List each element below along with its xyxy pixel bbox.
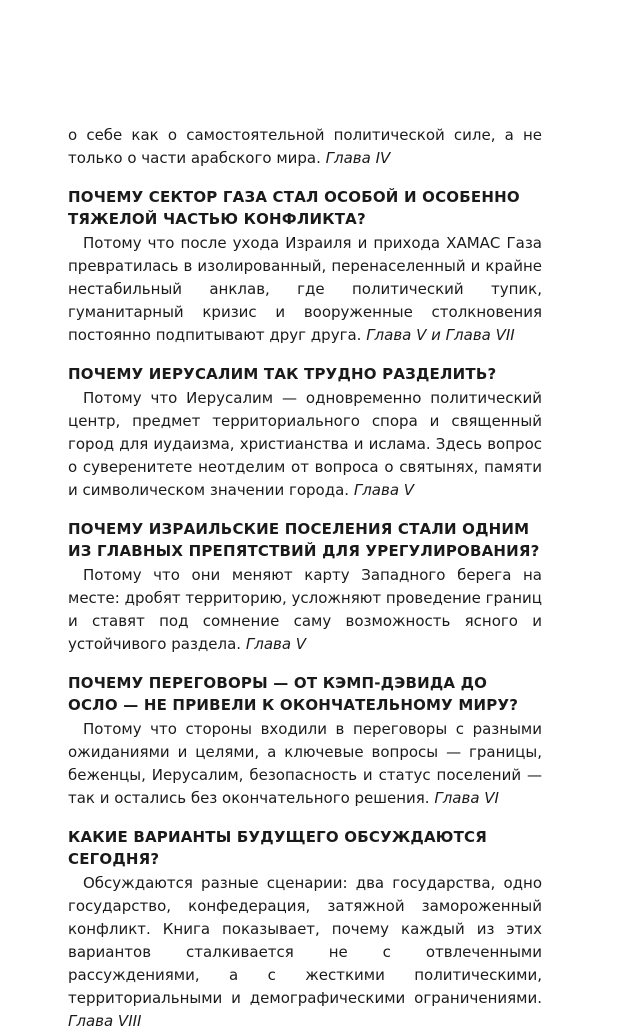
chapter-reference: Глава VIII [68, 1012, 142, 1030]
intro-text: о себе как о самостоятельной политической силе, а не только о части арабского мира. [68, 126, 542, 167]
question-heading: КАКИЕ ВАРИАНТЫ БУДУЩЕГО ОБСУЖДАЮТСЯ СЕГОДНЯ? [68, 828, 487, 868]
answer-paragraph [68, 872, 542, 1033]
chapter-reference: Глава IV [325, 149, 391, 167]
question-heading: ПОЧЕМУ ИЗРАИЛЬСКИЕ ПОСЕЛЕНИЯ СТАЛИ ОДНИМ ИЗ ГЛАВНЫХ ПРЕПЯТСТВИЙ ДЛЯ УРЕГУЛИРОВАНИЯ? [68, 520, 540, 560]
answer-text: Потому что после ухода Израиля и прихода ХАМАС Газа превратилась в изолированный, перенаселенный и крайне нестабильный анклав, где политический тупик, гуманитарный кризис и вооруженные столкновения постоянно подпитывают друг друга. [68, 234, 542, 344]
book-page [68, 124, 542, 1033]
chapter-reference: Глава V [245, 635, 307, 653]
answer-text: Потому что стороны входили в переговоры с разными ожиданиями и целями, а ключевые вопросы — границы, беженцы, Иерусалим, безопасность и статус поселений — так и остались без окончательного решения. [68, 720, 542, 807]
chapter-reference: Глава V и Глава VII [366, 326, 515, 344]
answer-paragraph [68, 718, 542, 810]
question-heading: ПОЧЕМУ ИЕРУСАЛИМ ТАК ТРУДНО РАЗДЕЛИТЬ? [68, 365, 497, 383]
chapter-reference: Глава V [353, 481, 415, 499]
intro-paragraph [68, 124, 542, 170]
answer-paragraph [68, 232, 542, 347]
answer-paragraph [68, 387, 542, 502]
answer-text: Потому что Иерусалим — одновременно политический центр, предмет территориального спора и священный город для иудаизма, христианства и ислама. Здесь вопрос о суверенитете неотделим от вопроса о святынях, памяти и символическом значении города. [68, 389, 542, 499]
question-heading: ПОЧЕМУ СЕКТОР ГАЗА СТАЛ ОСОБОЙ И ОСОБЕННО ТЯЖЕЛОЙ ЧАСТЬЮ КОНФЛИКТА? [68, 188, 520, 228]
answer-paragraph [68, 564, 542, 656]
answer-text: Потому что они меняют карту Западного берега на месте: дробят территорию, усложняют проведение границ и ставят под сомнение саму возможность ясного и устойчивого раздела. [68, 566, 542, 653]
chapter-reference: Глава VI [434, 789, 499, 807]
question-heading: ПОЧЕМУ ПЕРЕГОВОРЫ — ОТ КЭМП-ДЭВИДА ДО ОСЛО — НЕ ПРИВЕЛИ К ОКОНЧАТЕЛЬНОМУ МИРУ? [68, 674, 519, 714]
answer-text: Обсуждаются разные сценарии: два государства, одно государство, конфедерация, затяжной замороженный конфликт. Книга показывает, почему каждый из этих вариантов сталкивается не с отвлеченными рассуждениями, а с жесткими политическими, территориальными и демографическими ограничениями. [68, 874, 542, 1007]
